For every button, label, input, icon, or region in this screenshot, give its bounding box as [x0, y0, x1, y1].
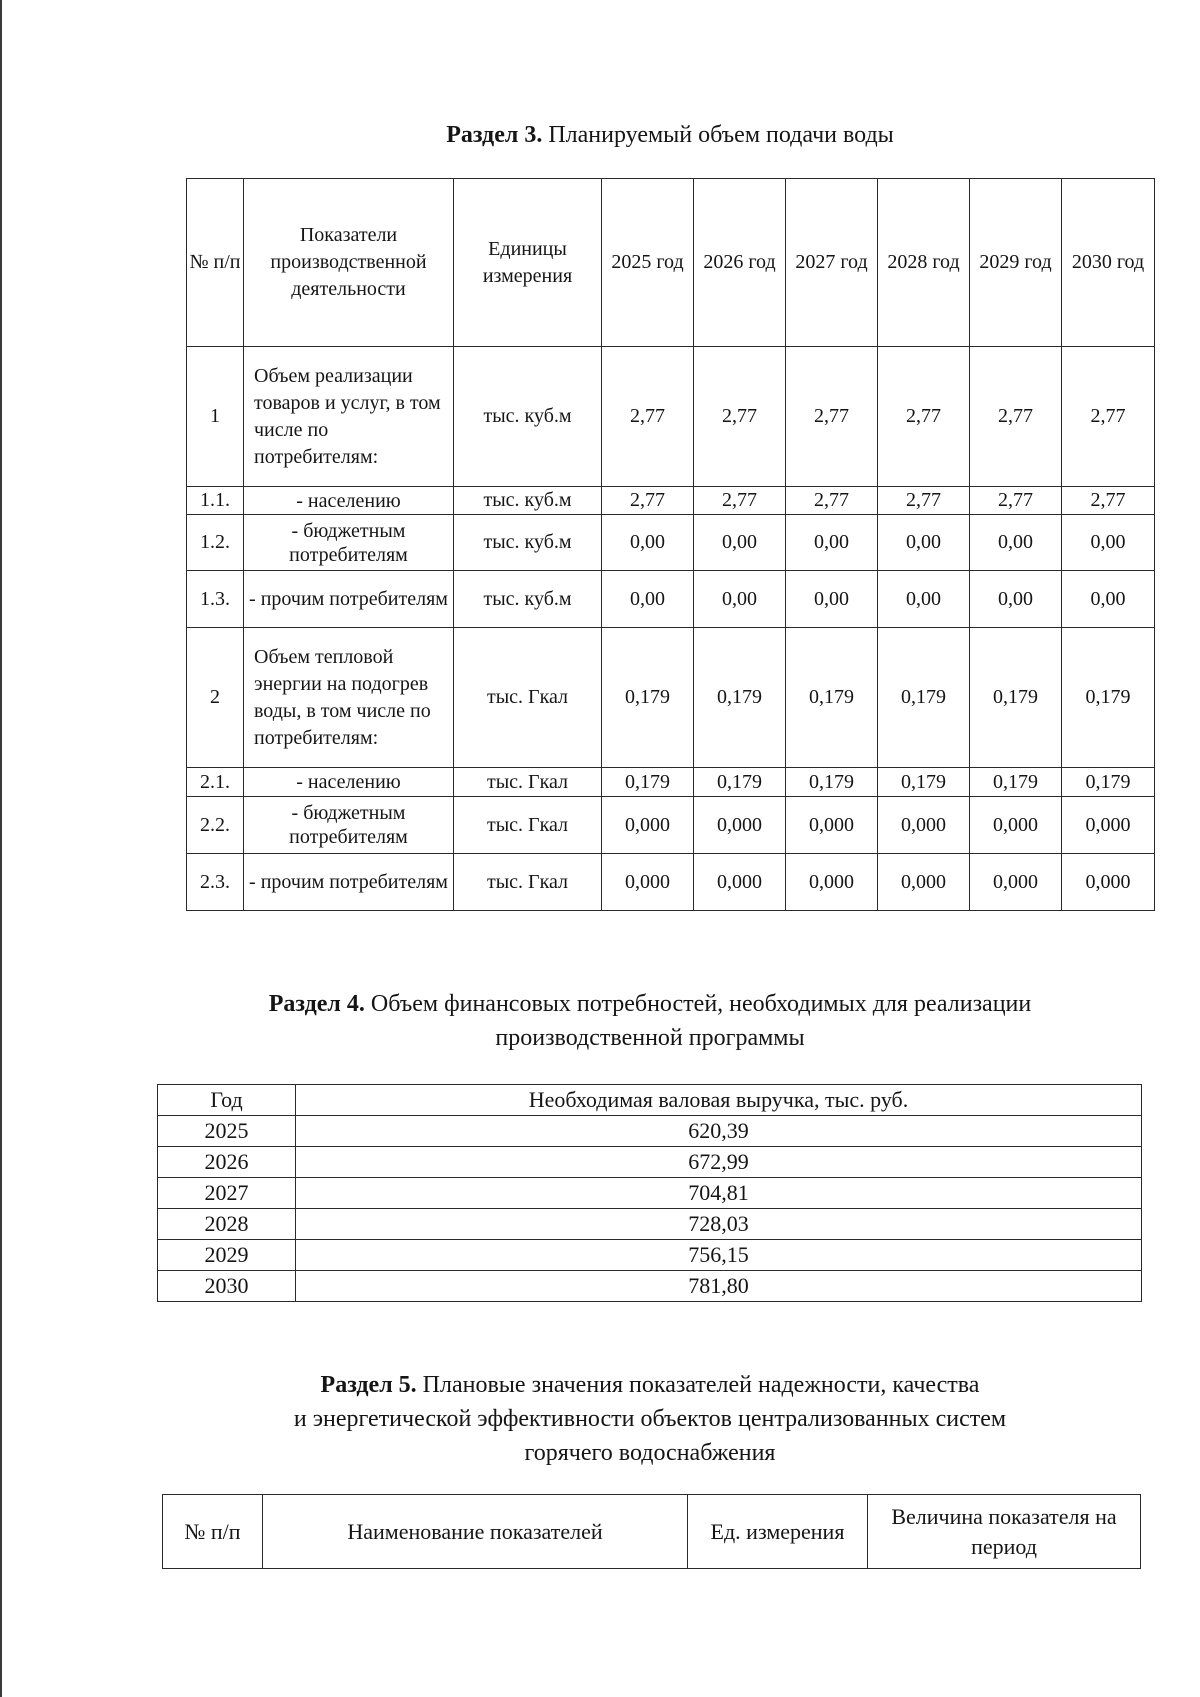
table-row [158, 1240, 1142, 1271]
row-num: 2.1. [187, 768, 244, 797]
row-num: 1.2. [187, 515, 244, 571]
table-row [187, 628, 1155, 768]
row-value: 0,000 [602, 797, 694, 854]
row-value: 2,77 [878, 347, 970, 487]
row-indicator: - бюджетным потребителям [244, 515, 454, 571]
header-revenue: Необходимая валовая выручка, тыс. руб. [296, 1085, 1142, 1116]
row-year: 2026 [158, 1147, 296, 1178]
row-num: 1.3. [187, 571, 244, 628]
row-num: 1.1. [187, 487, 244, 515]
row-unit: тыс. Гкал [454, 797, 602, 854]
row-value: 0,00 [602, 515, 694, 571]
water-supply-table [186, 178, 1155, 911]
row-unit: тыс. Гкал [454, 768, 602, 797]
row-indicator: - прочим потребителям [244, 854, 454, 911]
row-indicator: - населению [244, 487, 454, 515]
row-unit: тыс. куб.м [454, 571, 602, 628]
table-row [187, 515, 1155, 571]
section5-heading-line3: горячего водоснабжения [524, 1440, 776, 1466]
table-header-row [158, 1085, 1142, 1116]
header-year: 2027 год [786, 179, 878, 347]
row-value: 0,179 [970, 628, 1062, 768]
row-value: 2,77 [970, 347, 1062, 487]
section4-heading-line2: производственной программы [495, 1025, 805, 1051]
row-value: 0,179 [786, 628, 878, 768]
section5-heading-label: Раздел 5. [320, 1372, 417, 1398]
row-value: 0,000 [878, 854, 970, 911]
row-value: 2,77 [970, 487, 1062, 515]
header-indicator: Показатели производственной деятельности [244, 179, 454, 347]
table-row [187, 571, 1155, 628]
header-year: 2029 год [970, 179, 1062, 347]
row-value: 0,000 [694, 797, 786, 854]
row-value: 0,179 [1062, 628, 1155, 768]
table-row [187, 854, 1155, 911]
row-year: 2028 [158, 1209, 296, 1240]
row-value: 0,000 [970, 797, 1062, 854]
table-row [158, 1147, 1142, 1178]
row-value: 0,000 [786, 797, 878, 854]
row-value: 2,77 [786, 347, 878, 487]
section4-heading-label: Раздел 4. [268, 991, 365, 1017]
row-revenue: 620,39 [296, 1116, 1142, 1147]
row-year: 2030 [158, 1271, 296, 1302]
row-value: 0,000 [1062, 854, 1155, 911]
header-unit: Ед. измерения [688, 1495, 868, 1569]
row-value: 0,00 [602, 571, 694, 628]
header-year: Год [158, 1085, 296, 1116]
row-unit: тыс. Гкал [454, 628, 602, 768]
header-unit: Единицы измерения [454, 179, 602, 347]
row-value: 0,179 [786, 768, 878, 797]
row-indicator: - прочим потребителям [244, 571, 454, 628]
revenue-table [157, 1084, 1142, 1302]
row-value: 2,77 [602, 487, 694, 515]
header-year: 2025 год [602, 179, 694, 347]
row-value: 0,00 [786, 515, 878, 571]
header-value: Величина показателя на период [868, 1495, 1141, 1569]
row-value: 2,77 [878, 487, 970, 515]
row-num: 2.3. [187, 854, 244, 911]
section5-heading-title: Плановые значения показателей надежности, качества [416, 1372, 980, 1398]
row-value: 0,00 [878, 571, 970, 628]
section3-heading-title: Планируемый объем подачи воды [542, 122, 894, 148]
row-unit: тыс. куб.м [454, 347, 602, 487]
row-value: 2,77 [786, 487, 878, 515]
table-header-row [187, 179, 1155, 347]
row-year: 2025 [158, 1116, 296, 1147]
table-row [187, 768, 1155, 797]
section4-heading [150, 987, 1150, 1055]
header-name: Наименование показателей [263, 1495, 688, 1569]
row-num: 2 [187, 628, 244, 768]
table-row [158, 1178, 1142, 1209]
row-year: 2029 [158, 1240, 296, 1271]
row-revenue: 728,03 [296, 1209, 1142, 1240]
section3-heading [186, 118, 1154, 152]
row-value: 2,77 [694, 347, 786, 487]
row-unit: тыс. куб.м [454, 515, 602, 571]
row-revenue: 672,99 [296, 1147, 1142, 1178]
row-value: 0,00 [694, 515, 786, 571]
row-value: 0,00 [878, 515, 970, 571]
row-value: 0,000 [786, 854, 878, 911]
row-num: 2.2. [187, 797, 244, 854]
table-row [187, 487, 1155, 515]
row-value: 0,00 [694, 571, 786, 628]
section5-heading-line2: и энергетической эффективности объектов централизованных систем [293, 1406, 1007, 1432]
header-year: 2028 год [878, 179, 970, 347]
row-revenue: 704,81 [296, 1178, 1142, 1209]
table-row [158, 1271, 1142, 1302]
row-unit: тыс. куб.м [454, 487, 602, 515]
row-revenue: 756,15 [296, 1240, 1142, 1271]
row-value: 0,000 [694, 854, 786, 911]
table-row [158, 1116, 1142, 1147]
row-indicator: Объем тепловой энергии на подогрев воды, в том числе по потребителям: [244, 628, 454, 768]
row-value: 0,179 [970, 768, 1062, 797]
section4-heading-title: Объем финансовых потребностей, необходимых для реализации [364, 991, 1032, 1017]
row-value: 0,00 [970, 571, 1062, 628]
row-value: 0,000 [602, 854, 694, 911]
row-revenue: 781,80 [296, 1271, 1142, 1302]
row-value: 2,77 [1062, 347, 1155, 487]
table-header-row [163, 1495, 1141, 1569]
row-value: 0,00 [786, 571, 878, 628]
row-value: 2,77 [694, 487, 786, 515]
reliability-indicators-table [162, 1494, 1141, 1569]
row-year: 2027 [158, 1178, 296, 1209]
section4-heading-line1 [150, 987, 1150, 1021]
row-indicator: Объем реализации товаров и услуг, в том числе по потребителям: [244, 347, 454, 487]
row-value: 0,00 [1062, 571, 1155, 628]
header-num: № п/п [163, 1495, 263, 1569]
table-row [187, 797, 1155, 854]
row-value: 0,179 [602, 768, 694, 797]
row-value: 0,00 [1062, 515, 1155, 571]
row-value: 0,179 [694, 628, 786, 768]
row-value: 0,000 [970, 854, 1062, 911]
row-num: 1 [187, 347, 244, 487]
header-year: 2030 год [1062, 179, 1155, 347]
section5-heading-line1 [150, 1368, 1150, 1402]
row-value: 0,000 [878, 797, 970, 854]
row-value: 2,77 [602, 347, 694, 487]
row-value: 0,179 [878, 628, 970, 768]
table-row [158, 1209, 1142, 1240]
row-value: 0,179 [1062, 768, 1155, 797]
section3-heading-label: Раздел 3. [446, 122, 543, 148]
row-unit: тыс. Гкал [454, 854, 602, 911]
row-value: 0,00 [970, 515, 1062, 571]
row-value: 0,179 [878, 768, 970, 797]
table-row [187, 347, 1155, 487]
header-num: № п/п [187, 179, 244, 347]
row-indicator: - населению [244, 768, 454, 797]
row-value: 0,000 [1062, 797, 1155, 854]
row-value: 2,77 [1062, 487, 1155, 515]
row-indicator: - бюджетным потребителям [244, 797, 454, 854]
section5-heading [150, 1368, 1150, 1470]
row-value: 0,179 [602, 628, 694, 768]
page-edge-line [0, 0, 2, 1697]
row-value: 0,179 [694, 768, 786, 797]
header-year: 2026 год [694, 179, 786, 347]
